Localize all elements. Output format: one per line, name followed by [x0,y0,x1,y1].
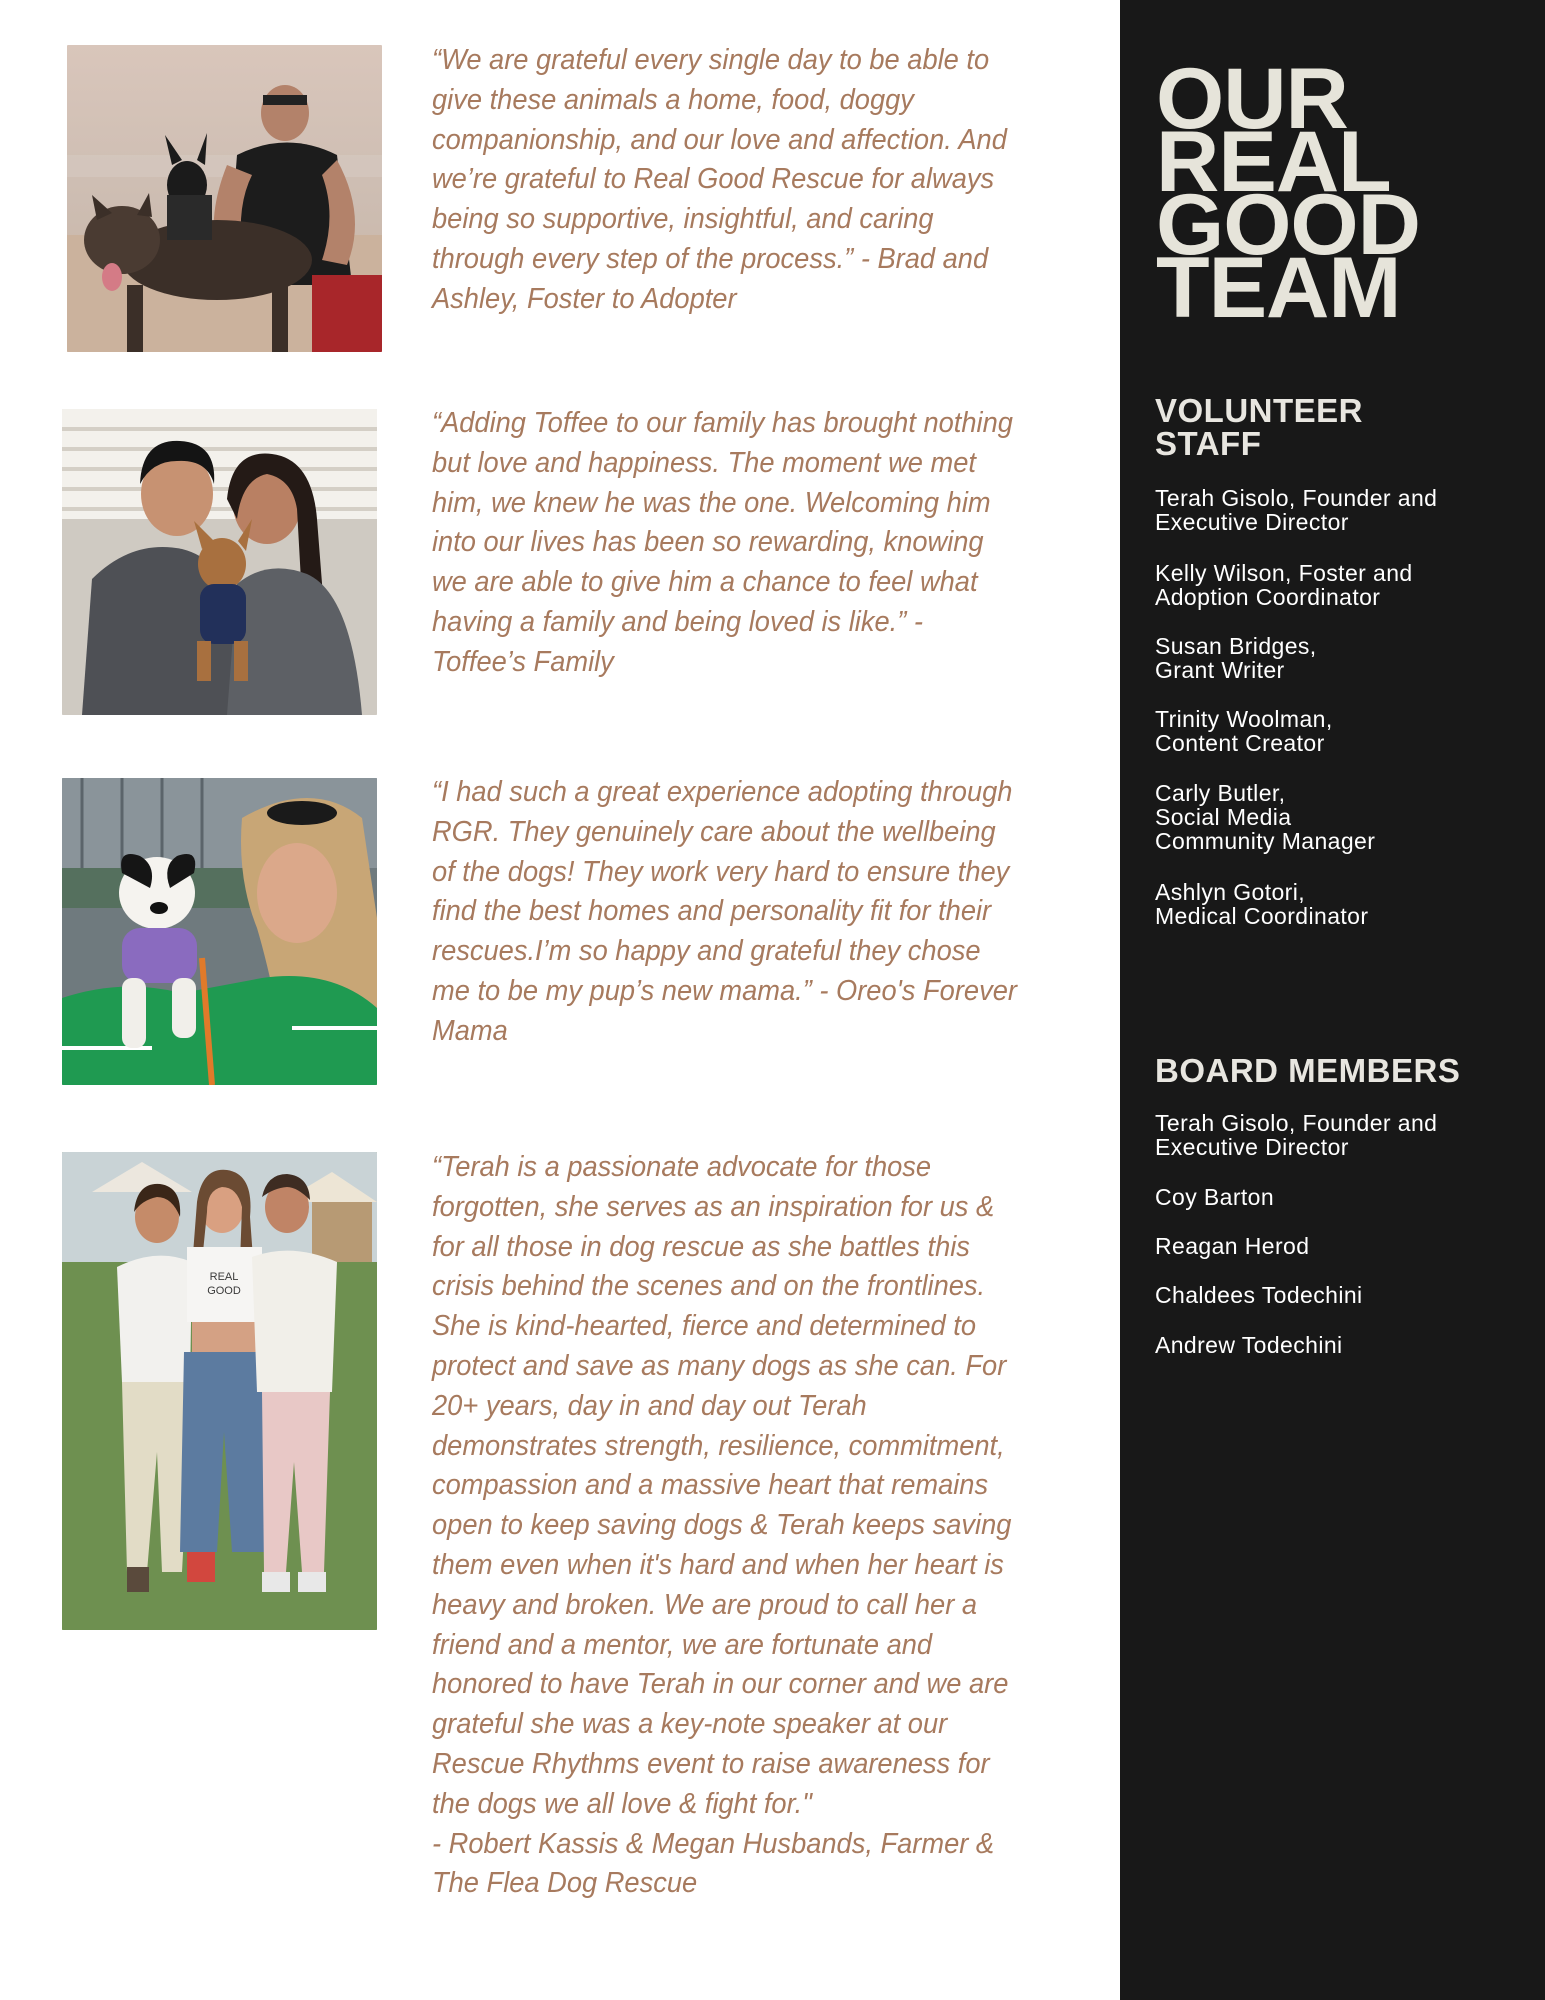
volunteer-member-6: Ashlyn Gotori, Medical Coordinator [1155,879,1369,929]
testimonial-quote-3: “I had such a great experience adopting through RGR. They genuinely care about the wellbeing of the dogs! They work very hard to ensure they find the best homes and personality fit for their rescues.I’m so happy and grateful they chose me to be my pup’s new mama.” - Oreo's Forever Mama [432,776,1017,1047]
volunteer-member-3: Susan Bridges, Grant Writer [1155,633,1317,683]
board-member-5: Andrew Todechini [1155,1332,1343,1358]
testimonial-photo-2 [62,409,377,715]
board-members-heading: BOARD MEMBERS [1155,1052,1461,1089]
board-member-4: Chaldees Todechini [1155,1282,1363,1308]
testimonial-quote-2: “Adding Toffee to our family has brought nothing but love and happiness. The moment we met him, we knew he was the one. Welcoming him into our lives has been so rewarding, knowing we are able to give him a chance to feel what having a family and being loved is like.” - Toffee’s Family [432,407,1013,678]
board-member-2: Coy Barton [1155,1184,1275,1210]
testimonial-quote-4: “Terah is a passionate advocate for those forgotten, she serves as an inspiration for us & for all those in dog rescue as she battles this crisis behind the scenes and on the frontlines. She is kind-hearted, fierce and determined to protect and save as many dogs as she can. For 20+ years, day in and day out Terah demonstrates strength, resilience, commitment, compassion and a massive heart that remains open to keep saving dogs & Terah keeps saving them even when it's hard and when her heart is heavy and broken. We are proud to call her a friend and a mentor, we are fortunate and honored to have Terah in our corner and we are grateful she was a key-note speaker at our Rescue Rhythms event to raise awareness for the dogs we all love & fight for." - Robert Kassis & Megan Husbands, Farmer & The Flea Dog Rescue [432,1151,1012,1900]
testimonial-photo-3 [62,778,377,1085]
shirt-print-line1: REAL [209,1271,239,1283]
board-member-1: Terah Gisolo, Founder and Executive Director [1155,1110,1438,1160]
volunteer-member-2: Kelly Wilson, Foster and Adoption Coordinator [1155,560,1413,610]
board-member-3: Reagan Herod [1155,1233,1310,1259]
volunteer-member-5: Carly Butler, Social Media Community Manager [1155,780,1376,854]
testimonial-photo-4 [62,1152,377,1630]
team-title: OUR REAL GOOD TEAM [1156,51,1420,336]
testimonial-photo-1 [67,45,382,352]
volunteer-member-4: Trinity Woolman, Content Creator [1155,706,1333,756]
volunteer-staff-heading: VOLUNTEER STAFF [1155,392,1364,462]
testimonial-quote-1: “We are grateful every single day to be able to give these animals a home, food, doggy companionship, and our love and affection. And we’re grateful to Real Good Rescue for always being so supportive, insightful, and caring through every step of the process.” - Brad and Ashley, Foster to Adopter [432,44,1007,315]
shirt-print-line2: GOOD [207,1285,241,1297]
volunteer-member-1: Terah Gisolo, Founder and Executive Director [1155,485,1438,535]
